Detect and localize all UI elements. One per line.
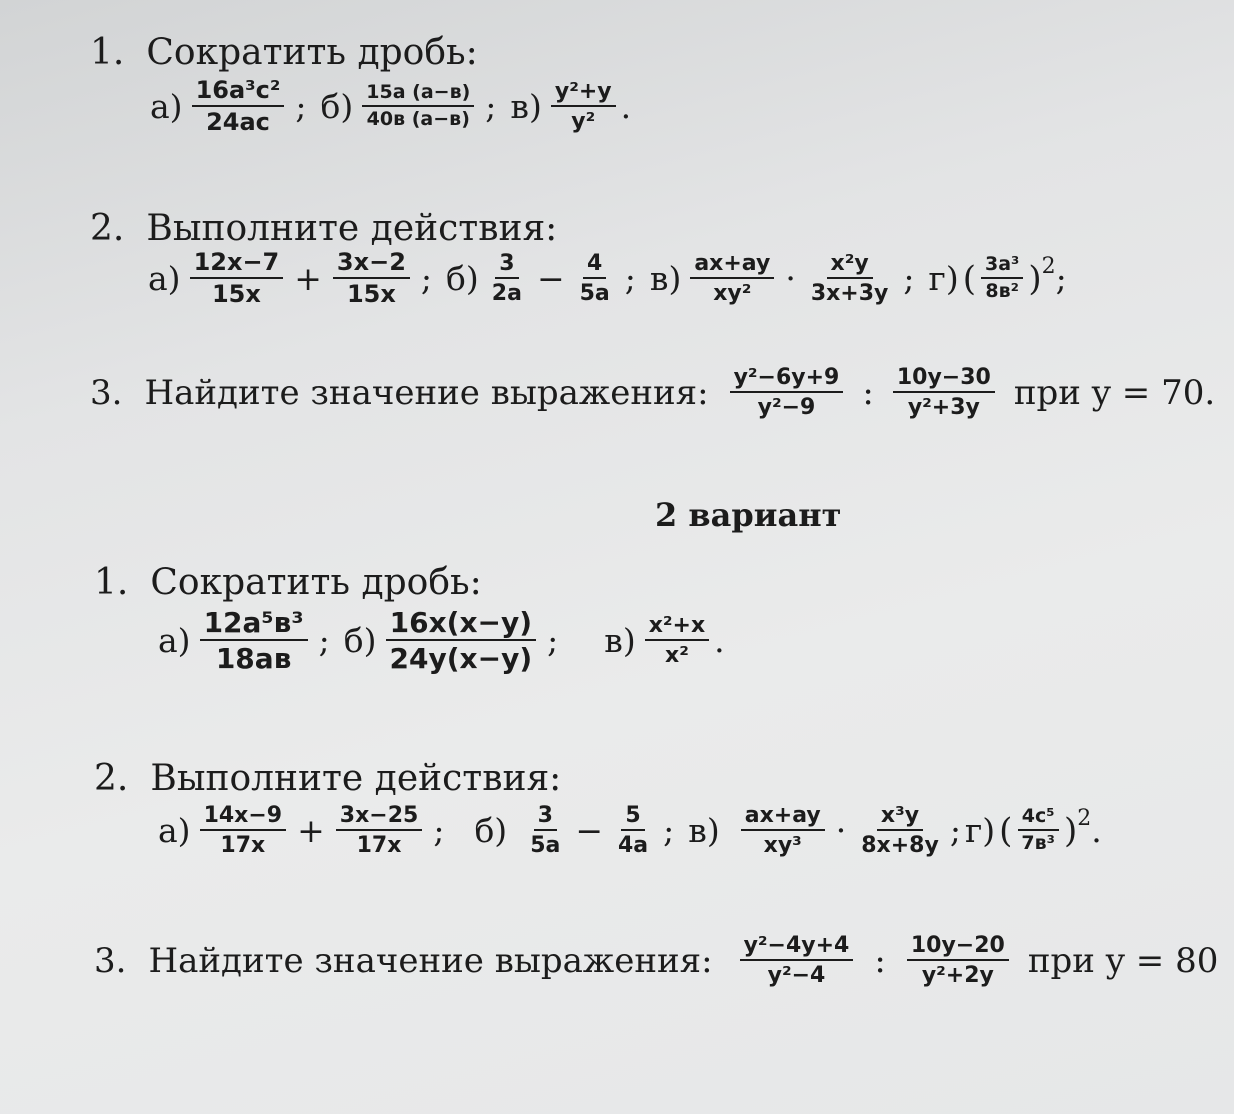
v2-q1a-separator: ;: [318, 621, 330, 661]
v2-q2c-fraction-2: [857, 804, 943, 857]
v2-q1c-denominator: x²: [665, 643, 689, 669]
v1-q3-denominator-1: y²−9: [757, 395, 816, 421]
v2-q1-heading: [94, 562, 482, 603]
v1-q2a-operator: +: [294, 259, 322, 299]
variant-2-heading: 2 вариант: [655, 496, 842, 534]
v1-q1a-denominator: 24ac: [206, 108, 270, 137]
v1-q2a-denominator-1: 15x: [211, 280, 261, 309]
v1-q2c-operator: ·: [785, 259, 796, 299]
v2-q2a-denominator-2: 17x: [356, 833, 402, 859]
v1-q1-items: [150, 78, 631, 135]
v1-q2d-denominator: 8в²: [985, 280, 1019, 303]
v1-q1-title: Сократить дробь:: [146, 32, 478, 73]
v1-q2c-fraction-2: [807, 252, 893, 305]
v2-q3-operator: :: [874, 940, 886, 981]
v2-q1b-denominator: 24y(x−y): [389, 642, 533, 676]
v2-q2a-fraction-2: [336, 804, 423, 857]
v2-q2a-numerator-2: 3x−25: [336, 804, 423, 831]
v2-q3-line: [94, 934, 1218, 987]
v2-q3-number: 3.: [94, 940, 127, 981]
v2-q1c-terminator: .: [714, 621, 725, 661]
v1-q3-line: [90, 366, 1215, 419]
v2-q2d-numerator: 4c⁵: [1018, 807, 1059, 831]
v1-q2d-label: г): [928, 259, 959, 299]
v2-q2d-terminator: .: [1091, 811, 1102, 851]
v1-q2b-denominator-1: 2a: [491, 281, 522, 307]
v2-q2a-separator: ;: [433, 811, 445, 851]
v1-q1a-fraction: [192, 78, 285, 135]
v1-q3-numerator-1: y²−6y+9: [730, 366, 844, 393]
v1-q2d-power: 2: [1041, 254, 1056, 280]
v2-q2a-label: а): [158, 811, 191, 851]
v2-q1c-label: в): [604, 621, 636, 661]
v2-q2b-separator: ;: [663, 811, 675, 851]
v1-q2b-separator: ;: [624, 259, 636, 299]
v2-q3-denominator-2: y²+2y: [921, 963, 994, 989]
v1-q1c-numerator: y²+y: [551, 80, 616, 107]
v1-q2b-operator: −: [536, 259, 565, 299]
v2-q2a-operator: +: [297, 811, 325, 851]
v2-q1b-label: б): [343, 621, 377, 661]
v2-q2c-operator: ·: [835, 811, 847, 851]
v1-q2-title: Выполните действия:: [146, 208, 558, 249]
v1-q2b-fraction-2: [576, 252, 614, 305]
v1-q1c-terminator: .: [620, 87, 632, 127]
v2-q1a-fraction: [200, 608, 308, 674]
v1-q1a-label: а): [150, 87, 183, 127]
v1-q2d-close-paren: ): [1028, 258, 1042, 299]
v1-q2a-numerator-2: 3x−2: [333, 250, 410, 279]
v2-q1-items: [158, 608, 725, 674]
v2-q2b-denominator-2: 4a: [618, 833, 649, 859]
v1-q3-condition: при y = 70.: [1013, 372, 1216, 413]
v1-q2c-denominator-1: xy²: [713, 281, 752, 307]
v2-q3-title: Найдите значение выражения:: [148, 940, 713, 981]
v2-q2c-numerator-2: x³y: [877, 804, 923, 831]
v1-q1c-denominator: y²: [571, 109, 596, 135]
v2-q2b-denominator-1: 5a: [530, 833, 561, 859]
v1-q2c-fraction-1: [690, 252, 774, 305]
v2-q2b-numerator-2: 5: [621, 804, 644, 831]
v2-q2c-denominator-1: xy³: [763, 833, 802, 859]
v1-q1b-numerator: 15а (а−в): [362, 83, 474, 107]
v2-q2d-label: г): [964, 811, 996, 851]
v1-q2c-numerator-1: ax+ay: [690, 252, 774, 279]
v1-q2c-denominator-2: 3x+3y: [810, 281, 889, 307]
v1-q2d-terminator: ;: [1055, 259, 1067, 299]
v2-q1-title: Сократить дробь:: [150, 562, 482, 603]
v2-q2d-close-paren: ): [1063, 810, 1078, 851]
v1-q1b-denominator: 40в (а−в): [366, 108, 470, 131]
v1-q3-operator: :: [862, 372, 874, 413]
v2-q2b-fraction-1: [526, 804, 564, 857]
v1-q3-number: 3.: [90, 372, 123, 413]
v1-q1-number: 1.: [90, 32, 125, 73]
v1-q1c-fraction: [551, 80, 616, 133]
v2-q2b-fraction-2: [614, 804, 652, 857]
v2-q2d-open-paren: (: [999, 810, 1013, 851]
v2-q1b-fraction: [386, 608, 537, 674]
v2-q2c-label: в): [688, 811, 720, 851]
v2-q1a-label: а): [158, 621, 191, 661]
v2-q2b-numerator-1: 3: [534, 804, 557, 831]
v2-q3-denominator-1: y²−4: [767, 963, 826, 989]
v1-q2a-numerator-1: 12x−7: [190, 250, 284, 279]
v1-q1a-separator: ;: [295, 87, 307, 127]
v1-q2d-fraction: [981, 255, 1023, 302]
v1-q3-fraction-2: [893, 366, 995, 419]
v1-q3-title: Найдите значение выражения:: [144, 372, 709, 413]
v1-q1b-separator: ;: [485, 87, 497, 127]
v1-q2d-numerator: 3a³: [981, 255, 1023, 279]
v1-q3-numerator-2: 10y−30: [893, 366, 995, 393]
v2-q2d-fraction: [1017, 807, 1059, 854]
v2-q2c-denominator-2: 8x+8y: [861, 833, 939, 859]
v1-q2c-numerator-2: x²y: [827, 252, 873, 279]
v1-q2a-fraction-1: [190, 250, 284, 307]
v2-q2d-denominator: 7в³: [1021, 832, 1055, 855]
v2-q2a-denominator-1: 17x: [220, 833, 266, 859]
v1-q1a-numerator: 16a³c²: [192, 78, 285, 107]
v2-q3-numerator-2: 10y−20: [907, 934, 1009, 961]
v2-q2b-operator: −: [575, 811, 603, 851]
v1-q2c-label: в): [649, 259, 682, 299]
v2-q2c-fraction-1: [741, 804, 825, 857]
v2-q2c-separator: ;: [949, 811, 961, 851]
v2-q1a-denominator: 18ав: [215, 642, 292, 676]
v2-q2a-fraction-1: [200, 804, 287, 857]
v2-q3-numerator-1: y²−4y+4: [740, 934, 854, 961]
v2-q2-number: 2.: [94, 758, 129, 799]
v1-q2-number: 2.: [90, 208, 125, 249]
v1-q2-heading: [90, 208, 557, 249]
v2-q1b-numerator: 16x(x−y): [386, 608, 536, 641]
v1-q2d-open-paren: (: [962, 258, 976, 299]
v1-q2b-numerator-2: 4: [583, 252, 606, 279]
v1-q2b-denominator-2: 5a: [579, 281, 610, 307]
v2-q2-title: Выполните действия:: [150, 758, 562, 799]
v1-q2b-fraction-1: [488, 252, 526, 305]
v1-q2a-fraction-2: [333, 250, 410, 307]
v2-q2c-numerator-1: ax+ay: [741, 804, 825, 831]
v2-q1c-fraction: [645, 614, 709, 667]
v1-q3-fraction-1: [730, 366, 844, 419]
v2-q2a-numerator-1: 14x−9: [200, 804, 287, 831]
v1-q2a-separator: ;: [420, 259, 433, 299]
v2-q1-number: 1.: [94, 562, 129, 603]
v1-q2a-denominator-2: 15x: [346, 280, 396, 309]
v2-q3-fraction-1: [740, 934, 854, 987]
v2-q2d-power: 2: [1077, 806, 1092, 832]
v1-q2a-label: а): [148, 259, 181, 299]
v1-q1b-fraction: [362, 83, 474, 130]
v1-q1b-label: б): [320, 87, 354, 127]
v1-q2b-label: б): [446, 259, 479, 299]
v2-q3-condition: при y = 80: [1027, 940, 1219, 981]
v2-q1a-numerator: 12a⁵в³: [200, 608, 308, 641]
v2-q2-heading: [94, 758, 561, 799]
v2-q1c-numerator: x²+x: [645, 614, 709, 641]
v2-q3-fraction-2: [907, 934, 1009, 987]
v1-q1c-label: в): [510, 87, 542, 127]
v1-q2-items: [148, 250, 1067, 307]
v1-q2b-numerator-1: 3: [495, 252, 518, 279]
v2-q1b-separator: ;: [547, 621, 559, 661]
v1-q1-heading: [90, 32, 478, 73]
v2-q2b-label: б): [474, 811, 508, 851]
v1-q3-denominator-2: y²+3y: [907, 395, 980, 421]
v2-q2-items: [158, 804, 1102, 857]
v1-q2c-separator: ;: [903, 259, 915, 299]
